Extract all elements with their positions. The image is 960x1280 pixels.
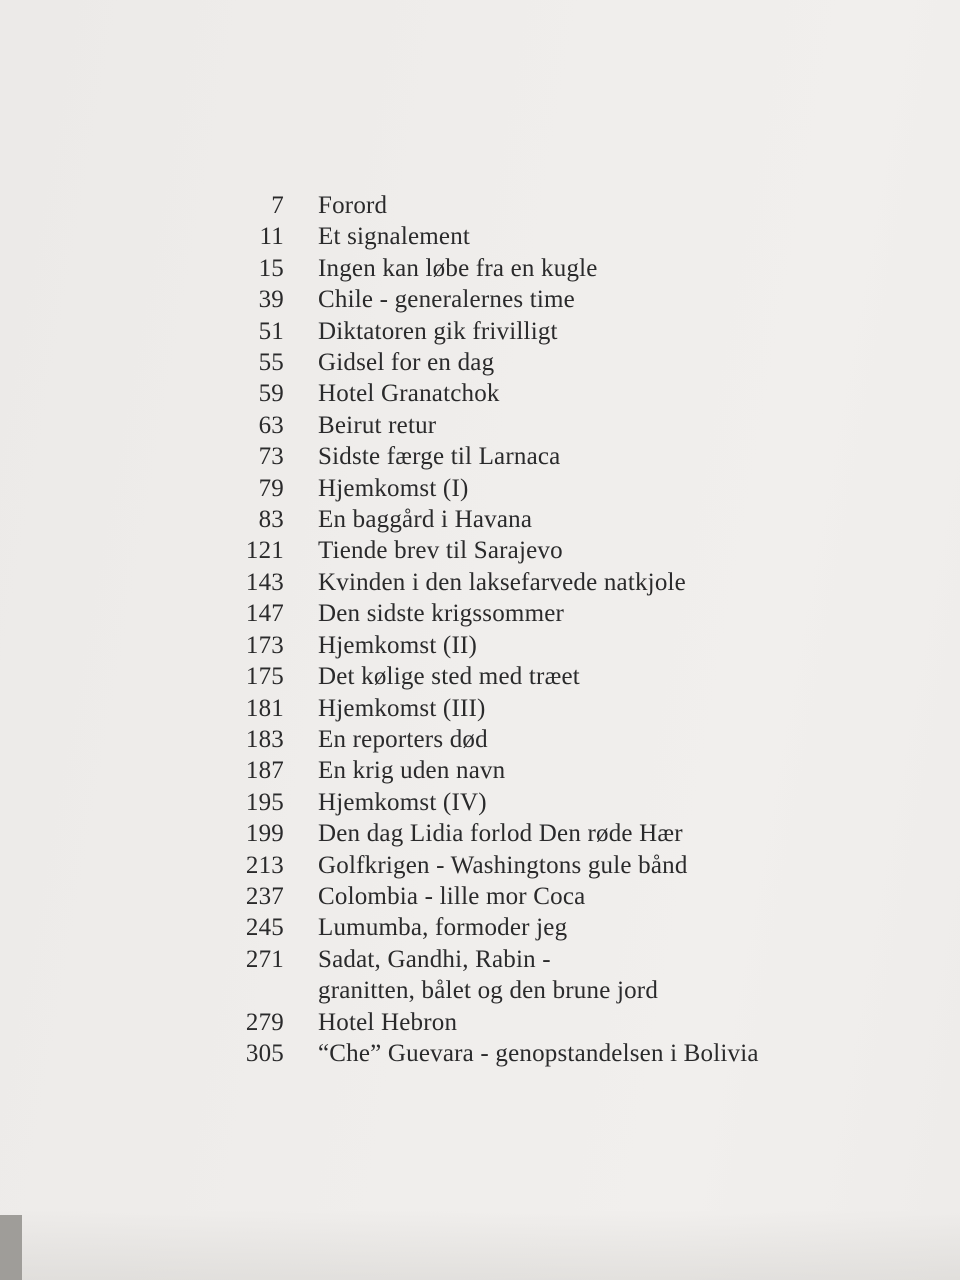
toc-page-number: 175 xyxy=(245,663,284,691)
toc-chapter-title-line-2: granitten, bålet og den brune jord xyxy=(318,977,659,1005)
toc-entry xyxy=(212,693,852,724)
toc-chapter-title: Gidsel for en dag xyxy=(318,349,495,377)
toc-page-number: 245 xyxy=(245,914,284,942)
toc-entry xyxy=(212,912,852,943)
toc-page-number: 51 xyxy=(258,317,284,345)
toc-chapter-title: Diktatoren gik frivilligt xyxy=(318,317,558,345)
toc-entry xyxy=(212,850,852,881)
page-bottom-shadow xyxy=(0,1210,960,1280)
toc-page-number: 11 xyxy=(259,223,284,251)
toc-chapter-title: Sidste færge til Larnaca xyxy=(318,443,561,471)
toc-page-number: 59 xyxy=(258,380,284,408)
toc-chapter-title: Tiende brev til Sarajevo xyxy=(318,537,563,565)
toc-entry xyxy=(212,253,852,284)
toc-chapter-title: Det kølige sted med træet xyxy=(318,663,580,691)
toc-entry xyxy=(212,410,852,441)
toc-page-number: 213 xyxy=(245,851,284,879)
toc-entry xyxy=(212,284,852,315)
toc-chapter-title: Hjemkomst (I) xyxy=(318,474,469,502)
toc-entry xyxy=(212,221,852,252)
toc-entry xyxy=(212,944,852,1007)
toc-chapter-title: Beirut retur xyxy=(318,411,437,439)
toc-page-number: 7 xyxy=(271,192,284,219)
toc-page-number: 173 xyxy=(245,631,284,659)
toc-entry xyxy=(212,818,852,849)
toc-page-number: 183 xyxy=(245,725,284,753)
toc-page-number: 195 xyxy=(245,788,284,816)
toc-chapter-title: Den dag Lidia forlod Den røde Hær xyxy=(318,820,683,848)
toc-page-number: 63 xyxy=(258,411,284,439)
toc-chapter-title: Hjemkomst (III) xyxy=(318,694,486,722)
toc-chapter-title: Forord xyxy=(318,192,388,219)
toc-page-number: 187 xyxy=(245,757,284,785)
toc-entry xyxy=(212,567,852,598)
toc-chapter-title-line-1: Sadat, Gandhi, Rabin - xyxy=(318,945,551,973)
toc-entry xyxy=(212,787,852,818)
toc-chapter-title: Et signalement xyxy=(318,223,471,251)
toc-entry xyxy=(212,661,852,692)
toc-chapter-title: Hjemkomst (IV) xyxy=(318,788,487,816)
toc-page-number: 305 xyxy=(245,1039,284,1067)
toc-chapter-title: “Che” Guevara - genopstandelsen i Bolivia xyxy=(318,1039,759,1067)
toc-entry xyxy=(212,347,852,378)
toc-chapter-title: Lumumba, formoder jeg xyxy=(318,914,568,942)
toc-page-number: 147 xyxy=(245,600,284,628)
toc-entry xyxy=(212,504,852,535)
toc-chapter-title: Hotel Hebron xyxy=(318,1008,458,1036)
toc-entry xyxy=(212,190,852,221)
toc-entry xyxy=(212,441,852,472)
toc-entry xyxy=(212,378,852,409)
toc-chapter-title: En krig uden navn xyxy=(318,757,506,785)
toc-chapter-title: En baggård i Havana xyxy=(318,506,533,534)
toc-page-number: 15 xyxy=(258,254,284,282)
toc-page-number: 121 xyxy=(245,537,284,565)
toc-chapter-title: Den sidste krigssommer xyxy=(318,600,565,628)
toc-chapter-title: Colombia - lille mor Coca xyxy=(318,882,586,910)
toc-page-number: 73 xyxy=(258,443,284,471)
toc-entry xyxy=(212,535,852,566)
toc-page-number: 143 xyxy=(245,568,284,596)
toc-chapter-title: Chile - generalernes time xyxy=(318,286,575,314)
toc-page-number: 271 xyxy=(245,945,284,973)
page-corner-shadow xyxy=(0,1215,22,1280)
toc-entry xyxy=(212,881,852,912)
toc-chapter-title: Kvinden i den laksefarvede natkjole xyxy=(318,568,686,596)
toc-chapter-title: Hjemkomst (II) xyxy=(318,631,478,659)
toc-entry xyxy=(212,316,852,347)
toc-page-number: 83 xyxy=(258,506,284,534)
toc-chapter-title: En reporters død xyxy=(318,725,488,753)
toc-page-number: 39 xyxy=(258,286,284,314)
toc-chapter-title: Hotel Granatchok xyxy=(318,380,500,408)
toc-page-number: 79 xyxy=(258,474,284,502)
toc-chapter-title: Ingen kan løbe fra en kugle xyxy=(318,254,598,282)
toc-chapter-title: Golfkrigen - Washingtons gule bånd xyxy=(318,851,688,879)
toc-page-number: 279 xyxy=(245,1008,284,1036)
table-of-contents xyxy=(212,190,852,1069)
toc-entry xyxy=(212,724,852,755)
toc-entry xyxy=(212,755,852,786)
toc-entry xyxy=(212,473,852,504)
toc-chapter-title xyxy=(284,944,658,1007)
toc-entry xyxy=(212,598,852,629)
toc-page-number: 181 xyxy=(245,694,284,722)
toc-entry xyxy=(212,630,852,661)
toc-page-number: 55 xyxy=(258,349,284,377)
toc-page-number: 199 xyxy=(245,820,284,848)
toc-entry xyxy=(212,1007,852,1038)
toc-entry xyxy=(212,1038,852,1069)
toc-page-number: 237 xyxy=(245,882,284,910)
